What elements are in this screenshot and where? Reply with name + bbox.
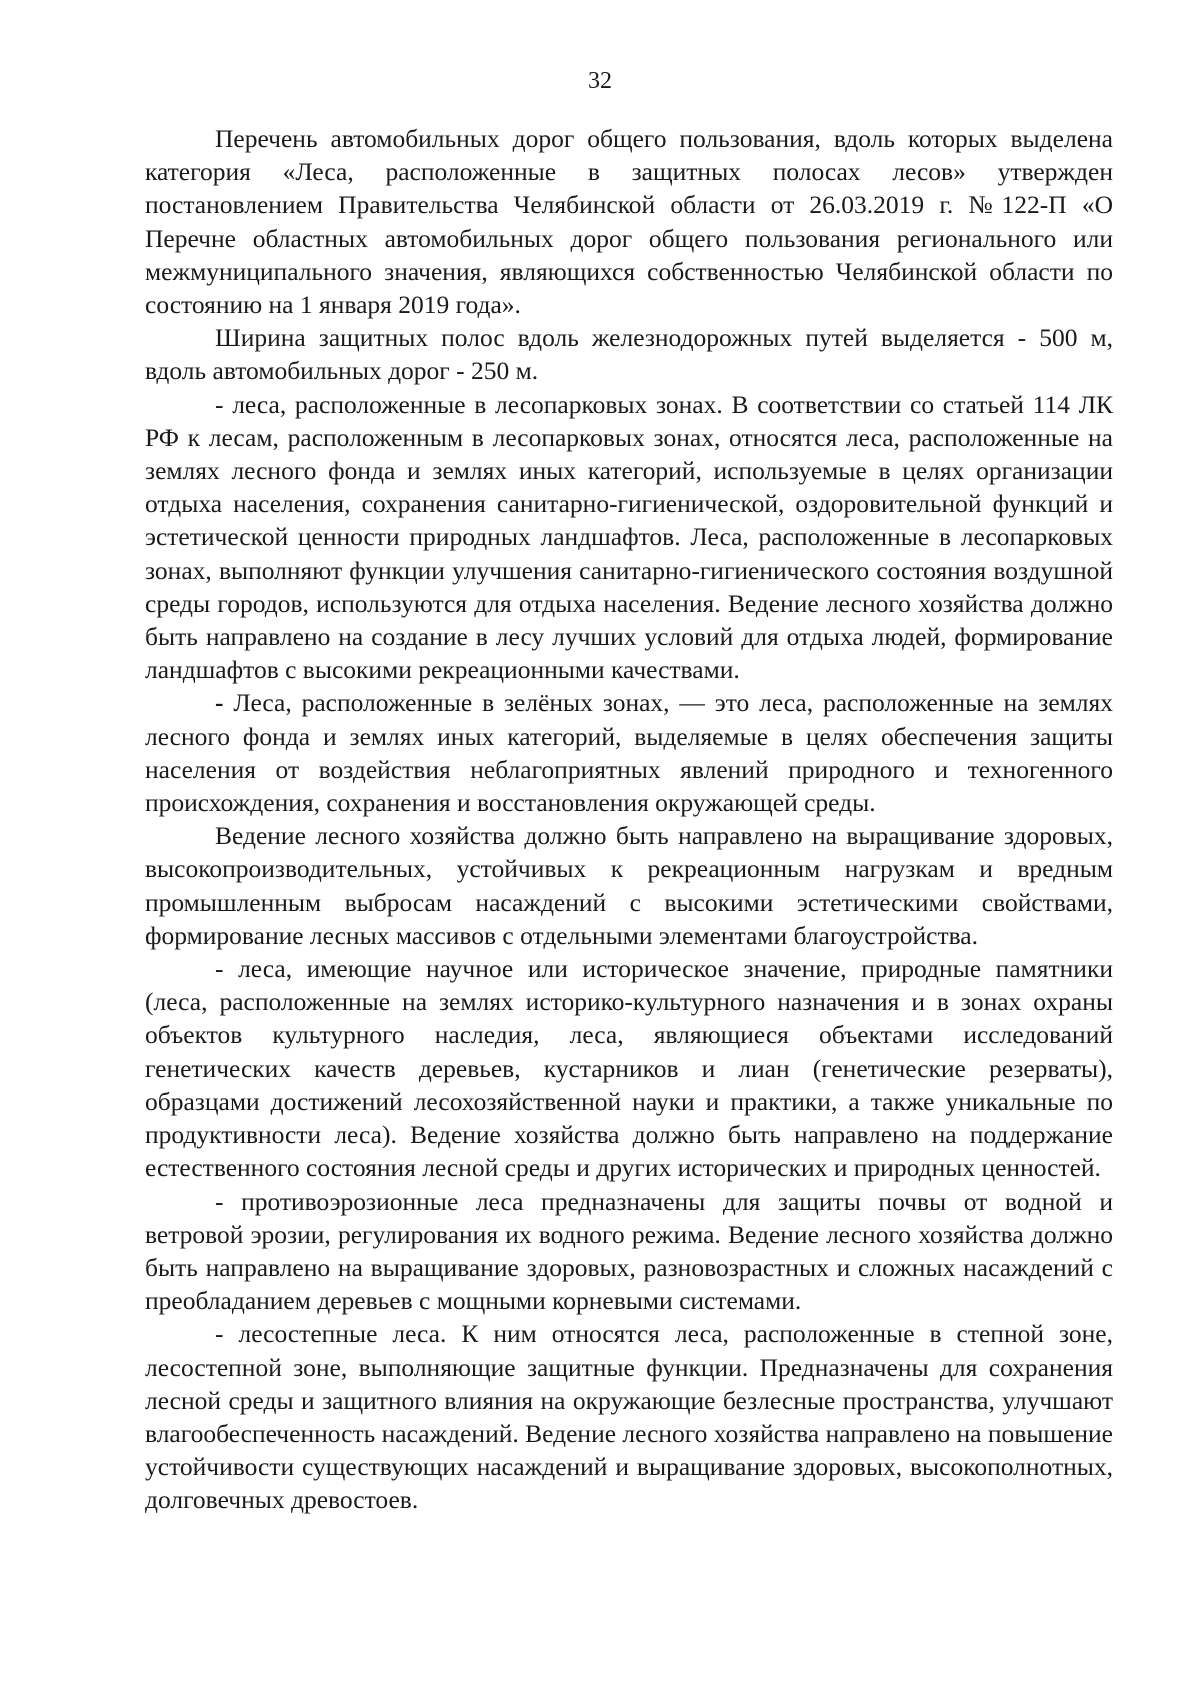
paragraph-protective-strip-width: Ширина защитных полос вдоль железнодорожных путей выделяется - 500 м, вдоль автомобильных дорог - 250 м. bbox=[145, 323, 1113, 386]
paragraph-green-zones-text: Леса, расположенные в зелёных зонах, — это леса, расположенные на землях лесного фонда и землях иных категорий, выделяемые в целях обеспечения защиты населения от воздействия неблагоприятных явлений природного и техногенного происхождения, сохранения и восстановления окружающей среды. bbox=[145, 688, 1113, 818]
paragraph-green-zones-management: Ведение лесного хозяйства должно быть направлено на выращивание здоровых, высокопроизводительных, устойчивых к рекреационным нагрузкам и вредным промышленным выбросам насаждений с высокими эстетическими свойствами, формирование лесных массивов с отдельными элементами благоустройства. bbox=[145, 821, 1113, 950]
paragraph-green-zones bbox=[145, 686, 1113, 819]
paragraph-road-list: Перечень автомобильных дорог общего пользования, вдоль которых выделена категория «Леса, расположенные в защитных полосах лесов» утвержден постановлением Правительства Челябинской области от 26.03.2019 г. №122-П «О Перечне областных автомобильных дорог общего пользования регионального или межмуниципального значения, являющихся собственностью Челябинской области по состоянию на 1 января 2019 года». bbox=[145, 124, 1113, 320]
paragraph-forest-steppe-forests: - лесостепные леса. К ним относятся леса, расположенные в степной зоне, лесостепной зоне, выполняющие защитные функции. Предназначены для сохранения лесной среды и защитного влияния на окружающие безлесные пространства, улучшают влагообеспеченность насаждений. Ведение лесного хозяйства направлено на повышение устойчивости существующих насаждений и выращивание здоровых, высокополнотных, долговечных древостоев. bbox=[145, 1319, 1113, 1515]
bold-dash: - bbox=[215, 688, 224, 718]
document-body bbox=[145, 122, 1113, 1517]
page-number: 32 bbox=[588, 68, 612, 94]
paragraph-anti-erosion-forests: - противоэрозионные леса предназначены для защиты почвы от водной и ветровой эрозии, регулирования их водного режима. Ведение лесного хозяйства должно быть направлено на выращивание здоровых, разновозрастных и сложных насаждений с преобладанием деревьев с мощными корневыми системами. bbox=[145, 1186, 1113, 1316]
paragraph-scientific-historical-forests: - леса, имеющие научное или историческое значение, природные памятники (леса, расположенные на землях историко-культурного назначения и в зонах охраны объектов культурного наследия, леса, являющиеся объектами исследований генетических качеств деревьев, кустарников и лиан (генетические резерваты), образцами достижений лесохозяйственной науки и практики, а также уникальные по продуктивности леса). Ведение хозяйства должно быть направлено на поддержание естественного состояния лесной среды и других исторических и природных ценностей. bbox=[145, 954, 1113, 1183]
paragraph-forest-park-zones: - леса, расположенные в лесопарковых зонах. В соответствии со статьей 114 ЛК РФ к лесам, расположенным в лесопарковых зонах, относятся леса, расположенные на землях лесного фонда и землях иных категорий, используемые в целях организации отдыха населения, сохранения санитарно-гигиенической, оздоровительной функций и эстетической ценности природных ландшафтов. Леса, расположенные в лесопарковых зонах, выполняют функции улучшения санитарно-гигиенического состояния воздушной среды городов, используются для отдыха населения. Ведение лесного хозяйства должно быть направлено на создание в лесу лучших условий для отдыха людей, формирование ландшафтов с высокими рекреационными качествами. bbox=[145, 389, 1113, 685]
